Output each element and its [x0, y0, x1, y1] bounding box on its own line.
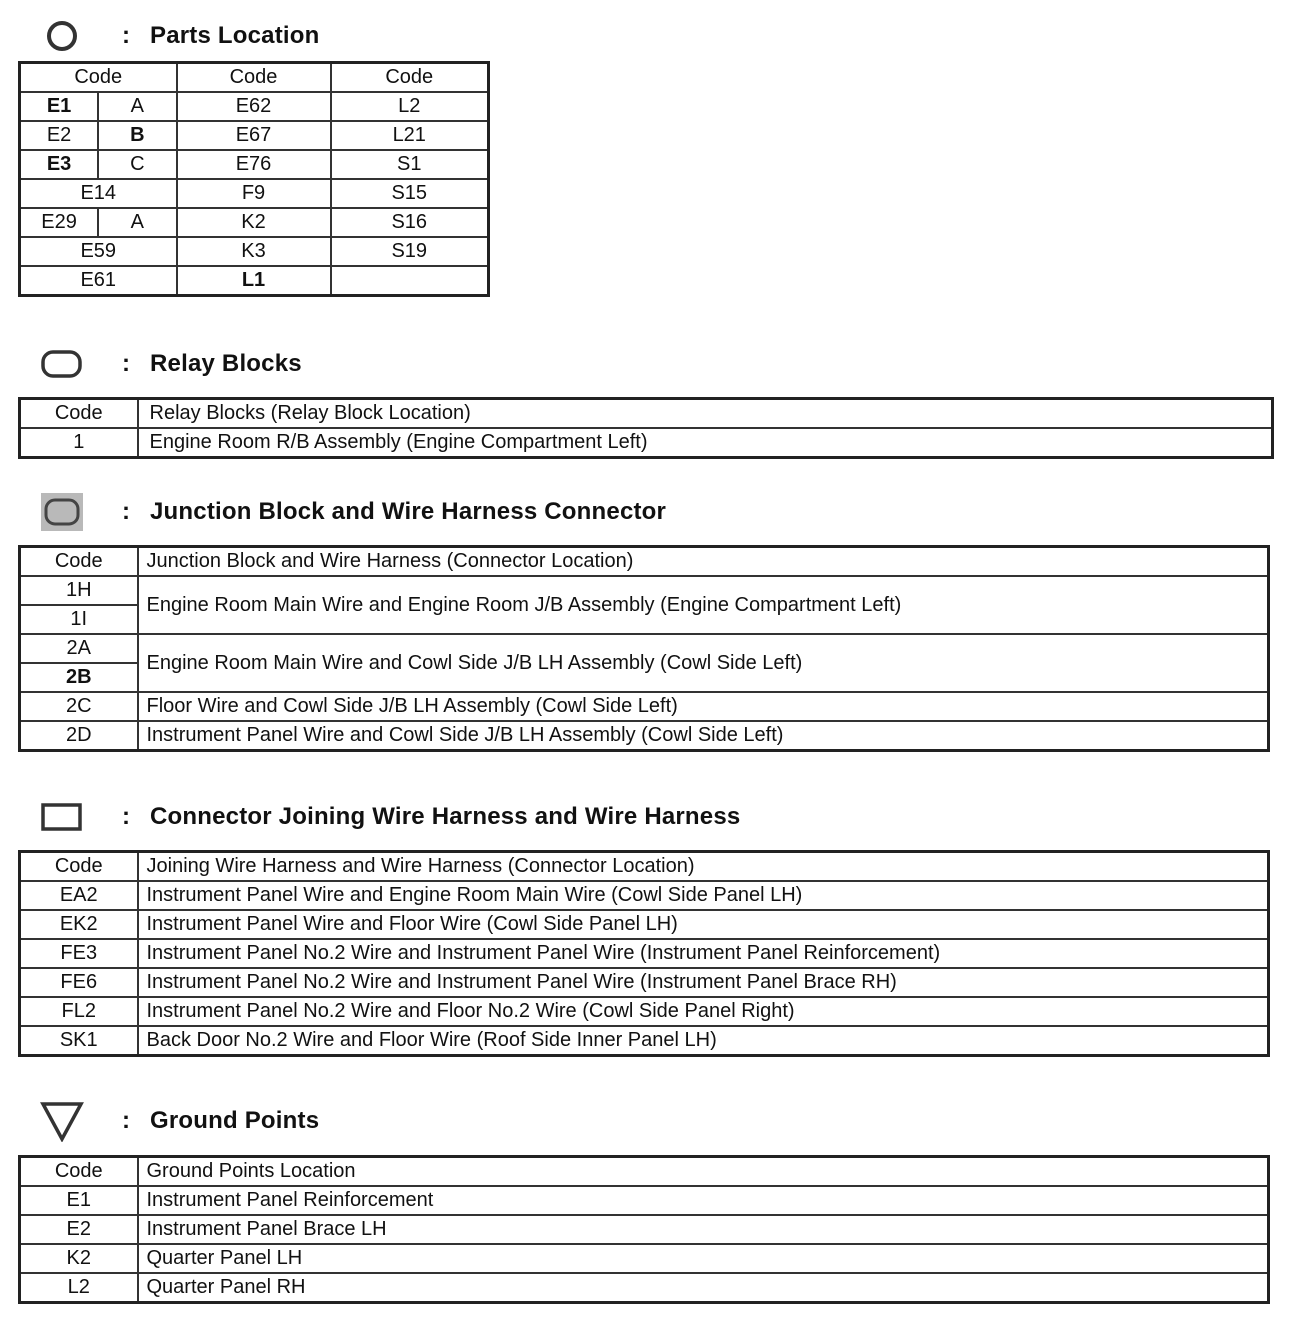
- junction-block-table: [18, 545, 1270, 752]
- sub-code-cell: B: [98, 121, 176, 150]
- junction-block-header: [40, 492, 666, 532]
- table-row: [20, 208, 489, 237]
- connector-joining-header: [40, 797, 740, 837]
- column-header: Code: [20, 399, 138, 429]
- table-row: [20, 150, 489, 179]
- parts-location-header: [40, 16, 320, 56]
- code-cell: SK1: [20, 1026, 138, 1056]
- colon: :: [122, 1107, 130, 1134]
- code-cell: E14: [20, 179, 177, 208]
- column-header: Code: [20, 1157, 138, 1187]
- table-row: [20, 179, 489, 208]
- location-cell: Instrument Panel No.2 Wire and Instrument Panel Wire (Instrument Panel Brace RH): [138, 968, 1269, 997]
- colon: :: [122, 22, 130, 49]
- table-row: [20, 881, 1269, 910]
- column-header: Joining Wire Harness and Wire Harness (Connector Location): [138, 852, 1269, 882]
- code-cell: K2: [20, 1244, 138, 1273]
- column-header: Code: [20, 852, 138, 882]
- colon: :: [122, 498, 130, 525]
- connector-joining-table: [18, 850, 1270, 1057]
- code-cell: 2C: [20, 692, 138, 721]
- table-row: [20, 92, 489, 121]
- location-cell: Quarter Panel LH: [138, 1244, 1269, 1273]
- table-header-row: [20, 1157, 1269, 1187]
- table-row: [20, 1244, 1269, 1273]
- code-cell: E3: [20, 150, 99, 179]
- rounded-rectangle-icon: [40, 344, 84, 384]
- location-cell: Instrument Panel Wire and Cowl Side J/B LH Assembly (Cowl Side Left): [138, 721, 1269, 751]
- code-cell: 1: [20, 428, 138, 458]
- code-cell: EK2: [20, 910, 138, 939]
- table-row: [20, 721, 1269, 751]
- table-row: [20, 121, 489, 150]
- table-row: [20, 1273, 1269, 1303]
- table-row: [20, 968, 1269, 997]
- code-cell: 2D: [20, 721, 138, 751]
- code-cell: L1: [177, 266, 331, 296]
- code-cell: E2: [20, 1215, 138, 1244]
- location-cell: Floor Wire and Cowl Side J/B LH Assembly (Cowl Side Left): [138, 692, 1269, 721]
- table-row: [20, 997, 1269, 1026]
- code-cell: FE3: [20, 939, 138, 968]
- section-title: Connector Joining Wire Harness and Wire Harness: [150, 803, 741, 830]
- location-cell: Quarter Panel RH: [138, 1273, 1269, 1303]
- table-row: [20, 576, 1269, 605]
- location-cell: Instrument Panel Wire and Floor Wire (Cowl Side Panel LH): [138, 910, 1269, 939]
- ground-points-header: [40, 1101, 319, 1141]
- table-row: [20, 1215, 1269, 1244]
- code-cell: S15: [331, 179, 489, 208]
- column-header: Code: [331, 63, 489, 93]
- relay-blocks-header: [40, 344, 302, 384]
- column-header: Code: [20, 63, 177, 93]
- location-cell: Engine Room R/B Assembly (Engine Compartment Left): [138, 428, 1273, 458]
- code-cell: E59: [20, 237, 177, 266]
- parts-location-table: [18, 61, 490, 297]
- code-cell: [331, 266, 489, 296]
- table-row: [20, 1026, 1269, 1056]
- section-title: Parts Location: [150, 22, 320, 49]
- column-header: Code: [20, 547, 138, 577]
- location-cell: Instrument Panel No.2 Wire and Instrument Panel Wire (Instrument Panel Reinforcement): [138, 939, 1269, 968]
- table-row: [20, 910, 1269, 939]
- code-cell: 2B: [20, 663, 138, 692]
- location-cell: Instrument Panel Brace LH: [138, 1215, 1269, 1244]
- sub-code-cell: A: [98, 208, 176, 237]
- section-title: Junction Block and Wire Harness Connector: [150, 498, 667, 525]
- table-row: [20, 266, 489, 296]
- table-row: [20, 237, 489, 266]
- colon: :: [122, 803, 130, 830]
- ground-points-table: [18, 1155, 1270, 1304]
- shaded-rounded-rectangle-icon: [40, 492, 84, 532]
- code-cell: E62: [177, 92, 331, 121]
- code-cell: K2: [177, 208, 331, 237]
- section-title: Ground Points: [150, 1107, 320, 1134]
- section-title: Relay Blocks: [150, 350, 302, 377]
- code-cell: F9: [177, 179, 331, 208]
- code-cell: E29: [20, 208, 99, 237]
- code-cell: 1I: [20, 605, 138, 634]
- table-row: [20, 634, 1269, 663]
- table-row: [20, 428, 1273, 458]
- code-cell: E67: [177, 121, 331, 150]
- location-cell: Back Door No.2 Wire and Floor Wire (Roof Side Inner Panel LH): [138, 1026, 1269, 1056]
- code-cell: 2A: [20, 634, 138, 663]
- code-cell: EA2: [20, 881, 138, 910]
- table-header-row: [20, 399, 1273, 429]
- table-row: [20, 692, 1269, 721]
- sub-code-cell: C: [98, 150, 176, 179]
- location-cell: Instrument Panel Wire and Engine Room Main Wire (Cowl Side Panel LH): [138, 881, 1269, 910]
- location-cell: Engine Room Main Wire and Engine Room J/B Assembly (Engine Compartment Left): [138, 576, 1269, 634]
- table-header-row: [20, 852, 1269, 882]
- table-header-row: [20, 547, 1269, 577]
- code-cell: FE6: [20, 968, 138, 997]
- code-cell: L2: [331, 92, 489, 121]
- column-header: Junction Block and Wire Harness (Connector Location): [138, 547, 1269, 577]
- code-cell: S19: [331, 237, 489, 266]
- code-cell: L2: [20, 1273, 138, 1303]
- sub-code-cell: A: [98, 92, 176, 121]
- circle-icon: [40, 16, 84, 56]
- triangle-down-icon: [40, 1101, 84, 1141]
- code-cell: E1: [20, 1186, 138, 1215]
- code-cell: S1: [331, 150, 489, 179]
- table-row: [20, 1186, 1269, 1215]
- location-cell: Instrument Panel Reinforcement: [138, 1186, 1269, 1215]
- code-cell: E1: [20, 92, 99, 121]
- location-cell: Instrument Panel No.2 Wire and Floor No.2 Wire (Cowl Side Panel Right): [138, 997, 1269, 1026]
- location-cell: Engine Room Main Wire and Cowl Side J/B LH Assembly (Cowl Side Left): [138, 634, 1269, 692]
- code-cell: K3: [177, 237, 331, 266]
- square-icon: [40, 797, 84, 837]
- code-cell: E61: [20, 266, 177, 296]
- code-cell: FL2: [20, 997, 138, 1026]
- code-cell: L21: [331, 121, 489, 150]
- code-cell: 1H: [20, 576, 138, 605]
- column-header: Ground Points Location: [138, 1157, 1269, 1187]
- table-row: [20, 939, 1269, 968]
- code-cell: E76: [177, 150, 331, 179]
- column-header: Relay Blocks (Relay Block Location): [138, 399, 1273, 429]
- table-header-row: [20, 63, 489, 93]
- code-cell: E2: [20, 121, 99, 150]
- code-cell: S16: [331, 208, 489, 237]
- colon: :: [122, 350, 130, 377]
- column-header: Code: [177, 63, 331, 93]
- relay-blocks-table: [18, 397, 1274, 459]
